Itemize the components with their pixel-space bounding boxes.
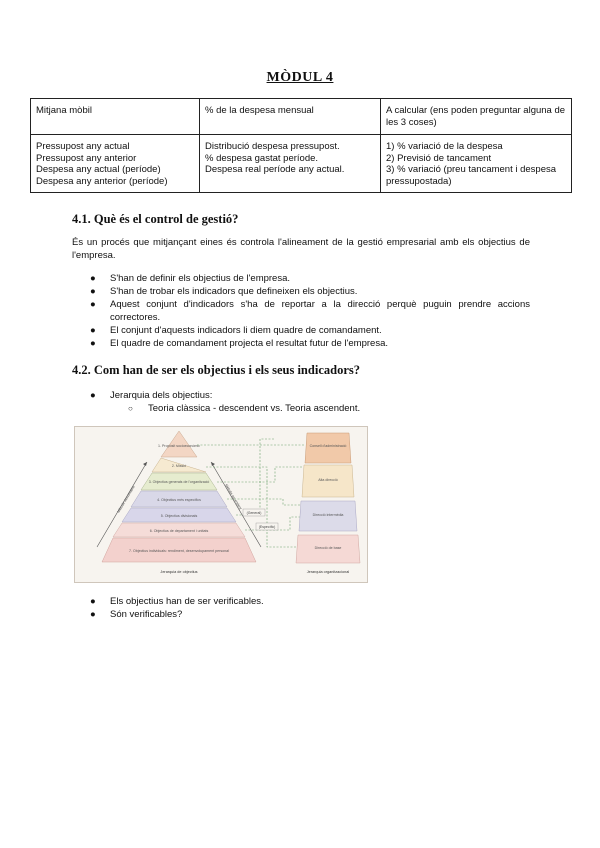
table-header-cell: A calcular (ens poden preguntar alguna de les 3 coses): [381, 99, 572, 135]
cell-line: 1) % variació de la despesa: [386, 141, 503, 152]
list-item-text: Els objectius han de ser verificables.: [110, 596, 264, 607]
list-item: ● Els objectius han de ser verificables.: [90, 596, 264, 607]
pyramid-level-label: 5. Objectius divisionals: [160, 514, 198, 518]
table-header-row: [31, 99, 572, 135]
list-item: ● Aquest conjunt d'indicadors s'ha de reportar a la direcció perquè puguin prendre accions correctores.: [90, 299, 530, 323]
pyramid-level-label: 4. Objectius més específics: [157, 498, 201, 502]
list-item: ● Jerarquia dels objectius: ○ Teoria clàssica - descendent vs. Teoria ascendent.: [72, 389, 530, 415]
table-row: [31, 135, 572, 193]
pyramid-level-label: 3. Objectius generals de l'organització: [148, 480, 210, 484]
list-item-text: Teoria clàssica - descendent vs. Teoria ascendent.: [148, 403, 361, 414]
cell-line: Despesa any anterior (període): [36, 175, 168, 187]
cell-line: Despesa real període any actual.: [205, 164, 345, 175]
objectives-hierarchy-diagram: [74, 426, 368, 583]
org-level-label: Direcció de base: [314, 546, 342, 550]
pyramid-level-label: 2. Missió: [171, 464, 187, 468]
bullet-list: [72, 389, 530, 415]
page-title: MÒDUL 4: [266, 70, 334, 85]
cell-line: Pressupost any actual: [36, 141, 130, 152]
sub-list: [110, 402, 530, 415]
section-paragraph: És un procés que mitjançant eines és controla l'alineament de la gestió empresarial amb els objectius de l'empresa.: [72, 237, 530, 261]
pyramid-level-label: 6. Objectius de departament i unitats: [149, 529, 209, 533]
list-item-text: El conjunt d'aquests indicadors li diem quadre de comandament.: [110, 325, 382, 336]
list-item: ● El conjunt d'aquests indicadors li diem quadre de comandament.: [90, 325, 382, 336]
pyramid-level-label: 7. Objectius individuals: rendiment, desenvolupament personal: [129, 549, 229, 553]
table-header-cell: Mitjana mòbil: [31, 99, 200, 135]
section-heading-4-1: 4.1. Què és el control de gestió?: [72, 212, 239, 226]
summary-table: [30, 98, 572, 193]
list-item: ● El quadre de comandament projecta el resultat futur de l'empresa.: [90, 338, 388, 349]
cell-line: % despesa gastat període.: [205, 152, 319, 164]
list-item: ● S'han de trobar els indicadors que defineixen els objectius.: [90, 286, 358, 297]
org-level-label: Direcció intermèdia: [312, 513, 344, 517]
cell-line: Despesa any actual (període): [36, 164, 161, 175]
side-label-right: Mètode ascendent: [224, 483, 243, 511]
connector-line: [236, 439, 275, 515]
caption-right: Jerarquia organitzacional: [306, 570, 350, 574]
list-item-text: Jerarquia dels objectius:: [110, 390, 213, 401]
table-cell: [31, 135, 200, 193]
list-item-text: El quadre de comandament projecta el resultat futur de l'empresa.: [110, 338, 388, 349]
org-level-label: Consell d'administració: [309, 444, 347, 448]
side-label-left: Mètode descendent: [116, 485, 136, 514]
table-cell: [381, 135, 572, 193]
caption-left: Jerarquia de objectius: [160, 570, 198, 574]
diagram-svg: [75, 427, 367, 582]
org-level-board: [305, 433, 351, 463]
cell-line: 2) Previsió de tancament: [386, 152, 492, 164]
section-heading-4-2: 4.2. Com han de ser els objectius i els seus indicadors?: [72, 363, 360, 377]
specific-label: (Específic): [258, 525, 276, 529]
cell-line: Distribució despesa pressupost.: [205, 141, 340, 152]
org-level-label: Alta direcció: [318, 478, 338, 482]
cell-line: 3) % variació (preu tancament i despesa pressupostada): [386, 164, 557, 187]
table-cell: [200, 135, 381, 193]
list-item-text: S'han de trobar els indicadors que defineixen els objectius.: [110, 286, 358, 297]
list-item: ● S'han de definir els objectius de l'empresa.: [90, 273, 291, 284]
list-item-text: S'han de definir els objectius de l'empresa.: [110, 273, 291, 284]
list-item-text: Són verificables?: [110, 609, 183, 620]
list-item: ● Són verificables?: [90, 609, 183, 620]
sub-list-item: ○ Teoria clàssica - descendent vs. Teoria ascendent.: [128, 403, 361, 414]
cell-line: Pressupost any anterior: [36, 152, 137, 164]
bullet-list: [72, 272, 530, 350]
bullet-list: [72, 595, 530, 621]
list-item-text: Aquest conjunt d'indicadors s'ha de reportar a la direcció perquè puguin prendre accions correctores.: [110, 299, 530, 323]
general-label: (General): [246, 511, 262, 515]
table-header-cell: % de la despesa mensual: [200, 99, 381, 135]
pyramid-level-label: 1. Propòsit socioeconòmic: [158, 444, 200, 448]
